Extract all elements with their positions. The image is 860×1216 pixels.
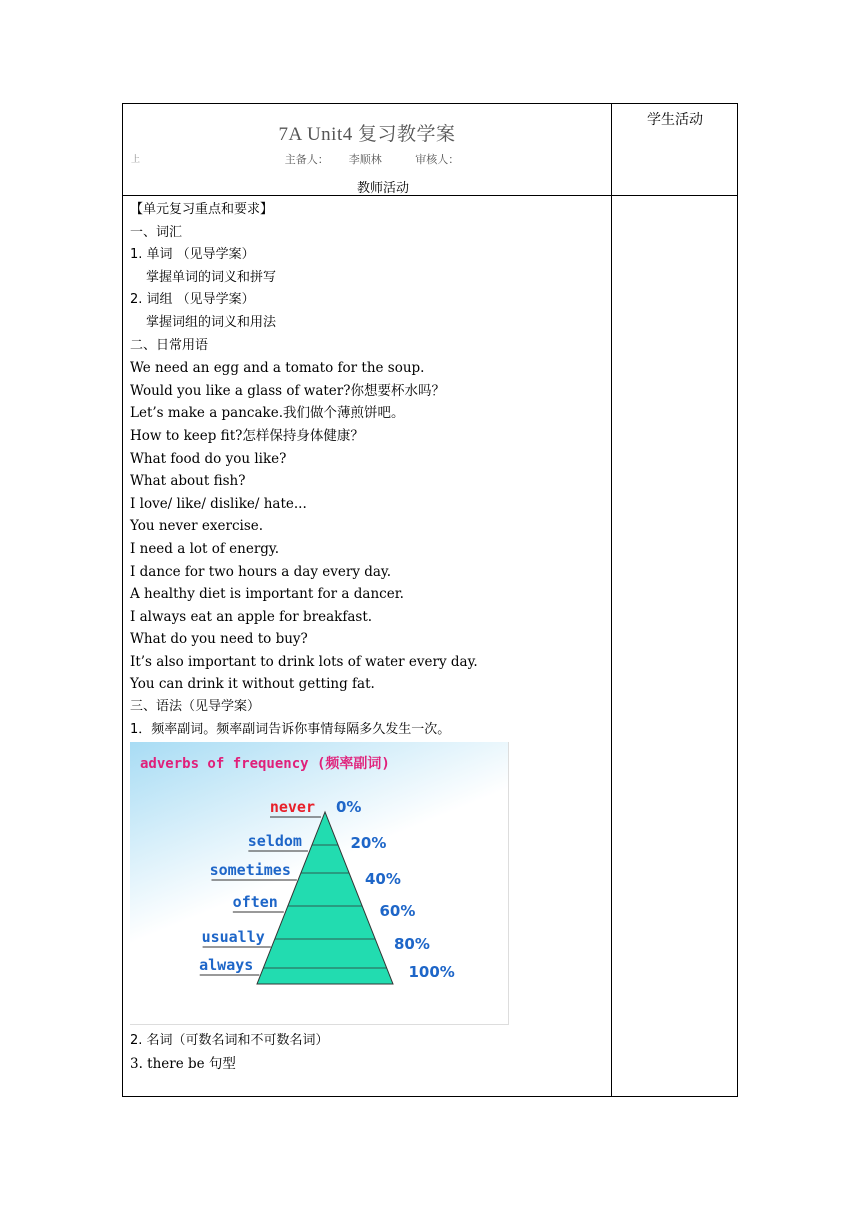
section-heading: 【单元复习重点和要求】 <box>130 202 274 217</box>
adverb-label: usually <box>201 928 265 946</box>
words-detail: 掌握单词的词义和拼写 <box>146 269 277 285</box>
grammar-item-2: 2. 名词（可数名词和不可数名词） <box>130 1033 329 1048</box>
sentence: We need an egg and a tomato for the soup. <box>130 360 425 377</box>
authors-line <box>123 151 611 167</box>
student-activity-heading: 学生活动 <box>647 112 703 128</box>
sentence: What do you need to buy? <box>130 631 308 648</box>
phrases-detail: 掌握词组的词义和用法 <box>146 314 277 330</box>
sentence: It’s also important to drink lots of water every day. <box>130 653 478 670</box>
percent-label: 0% <box>336 798 362 816</box>
grammar-item-3: 3. there be 句型 <box>130 1055 236 1072</box>
percent-label: 100% <box>408 963 455 981</box>
adverb-label: sometimes <box>209 861 291 879</box>
sentence: I always eat an apple for breakfast. <box>130 608 373 625</box>
grammar-heading: 三、语法（见导学案） <box>130 699 261 715</box>
sentence: What about fish? <box>130 473 246 490</box>
lesson-plan-table <box>122 103 738 1097</box>
percent-label: 40% <box>365 870 401 888</box>
column-divider <box>611 104 612 1096</box>
percent-label: 20% <box>350 834 387 852</box>
grammar-continued <box>130 1030 600 1075</box>
sentence: How to keep fit?怎样保持身体健康？ <box>130 427 364 444</box>
teacher-content <box>130 199 600 741</box>
phrases-item: 2. 词组 （见导学案） <box>130 292 255 308</box>
adverb-label: always <box>199 956 254 974</box>
adverb-label: never <box>269 798 315 816</box>
sentence: You can drink it without getting fat. <box>130 676 375 693</box>
pyramid-title: adverbs of frequency (频率副词) <box>140 756 390 772</box>
adverb-label: seldom <box>247 832 302 850</box>
sentence: You never exercise. <box>130 518 264 535</box>
preparer-name: 李顺林 <box>348 153 382 166</box>
percent-label: 80% <box>394 935 430 953</box>
document-title: 7A Unit4 复习教学案 <box>278 124 456 145</box>
daily-heading: 二、日常用语 <box>130 337 209 353</box>
reviewer-label: 审核人： <box>415 153 460 166</box>
words-item: 1. 单词 （见导学案） <box>130 247 255 263</box>
sentence: A healthy diet is important for a dancer. <box>130 586 404 603</box>
sentence: Would you like a glass of water?你想要杯水吗？ <box>130 382 445 399</box>
frequency-pyramid-figure <box>130 742 509 1025</box>
adverb-label: often <box>232 893 278 911</box>
preparer-label: 主备人： <box>284 153 329 166</box>
sentence: I love/ like/ dislike/ hate... <box>130 495 307 512</box>
sentence: What food do you like? <box>130 450 287 467</box>
percent-label: 60% <box>379 902 416 920</box>
sentence: I need a lot of energy. <box>130 540 280 557</box>
vocab-heading: 一、词汇 <box>130 224 183 240</box>
header-mark: 上 <box>131 155 141 165</box>
teacher-activity-heading: 教师活动 <box>356 181 409 196</box>
grammar-item-1: 1．频率副词。频率副词告诉你事情每隔多久发生一次。 <box>130 721 451 737</box>
sentence: I dance for two hours a day every day. <box>130 563 392 580</box>
sentence: Let’s make a pancake.我们做个薄煎饼吧。 <box>130 405 405 422</box>
